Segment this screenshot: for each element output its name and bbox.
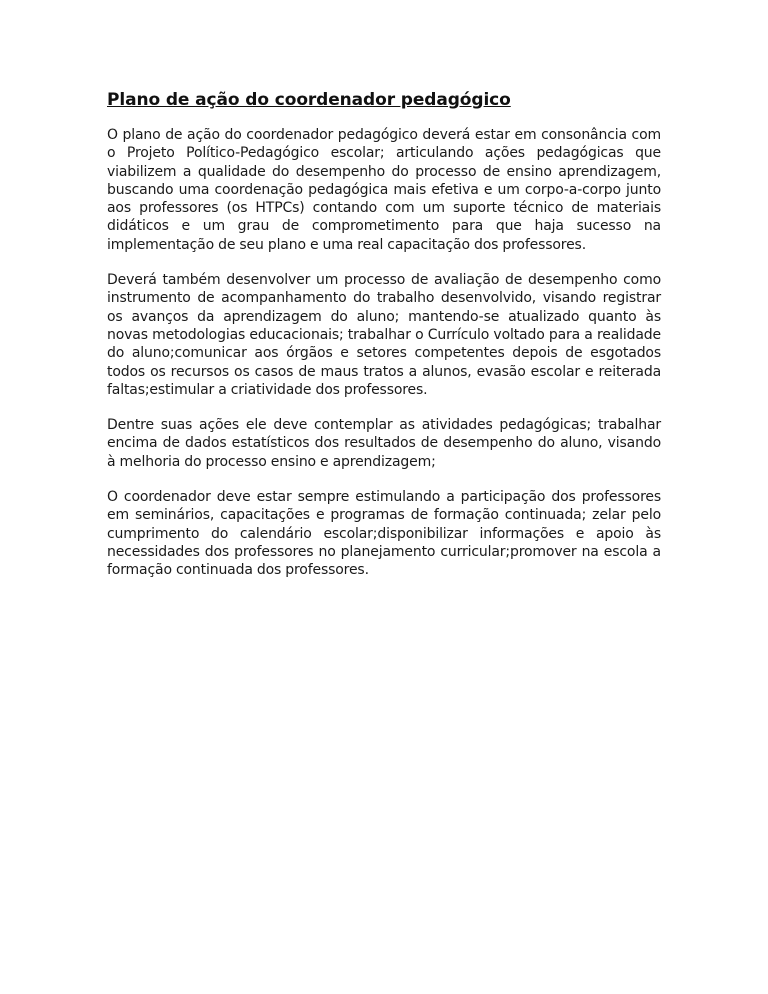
paragraph-acoes-pedagogicas: Dentre suas ações ele deve contemplar as atividades pedagógicas; trabalhar encima de dados estatísticos dos resultados de desempenho do aluno, visando à melhoria do processo ensino e aprendizagem;: [107, 417, 661, 470]
paragraph-avaliacao-desempenho: Deverá também desenvolver um processo de avaliação de desempenho como instrumento de acompanhamento do trabalho desenvolvido, visando registrar os avanços da aprendizagem do aluno; mantendo-se atualizado quanto às novas metodologias educacionais; trabalhar o Currículo voltado para a realidade do aluno;comunicar aos órgãos e setores competentes depois de esgotados todos os recursos os casos de maus tratos a alunos, evasão escolar e reiterada faltas;estimular a criatividade dos professores.: [107, 272, 661, 398]
paragraph-formacao-continuada: O coordenador deve estar sempre estimulando a participação dos professores em seminários, capacitações e programas de formação continuada; zelar pelo cumprimento do calendário escolar;disponibilizar informações e apoio às necessidades dos professores no planejamento curricular;promover na escola a formação continuada dos professores.: [107, 489, 661, 579]
paragraph-plano-de-acao: O plano de ação do coordenador pedagógico deverá estar em consonância com o Projeto Político-Pedagógico escolar; articulando ações pedagógicas que viabilizem a qualidade do desempenho do processo de ensino aprendizagem, buscando uma coordenação pedagógica mais efetiva e um corpo-a-corpo junto aos professores (os HTPCs) contando com um suporte técnico de materiais didáticos e um grau de comprometimento para que haja sucesso na implementação de seu plano e uma real capacitação dos professores.: [107, 127, 661, 253]
document-page: [107, 88, 661, 597]
document-title: Plano de ação do coordenador pedagógico: [107, 90, 511, 110]
